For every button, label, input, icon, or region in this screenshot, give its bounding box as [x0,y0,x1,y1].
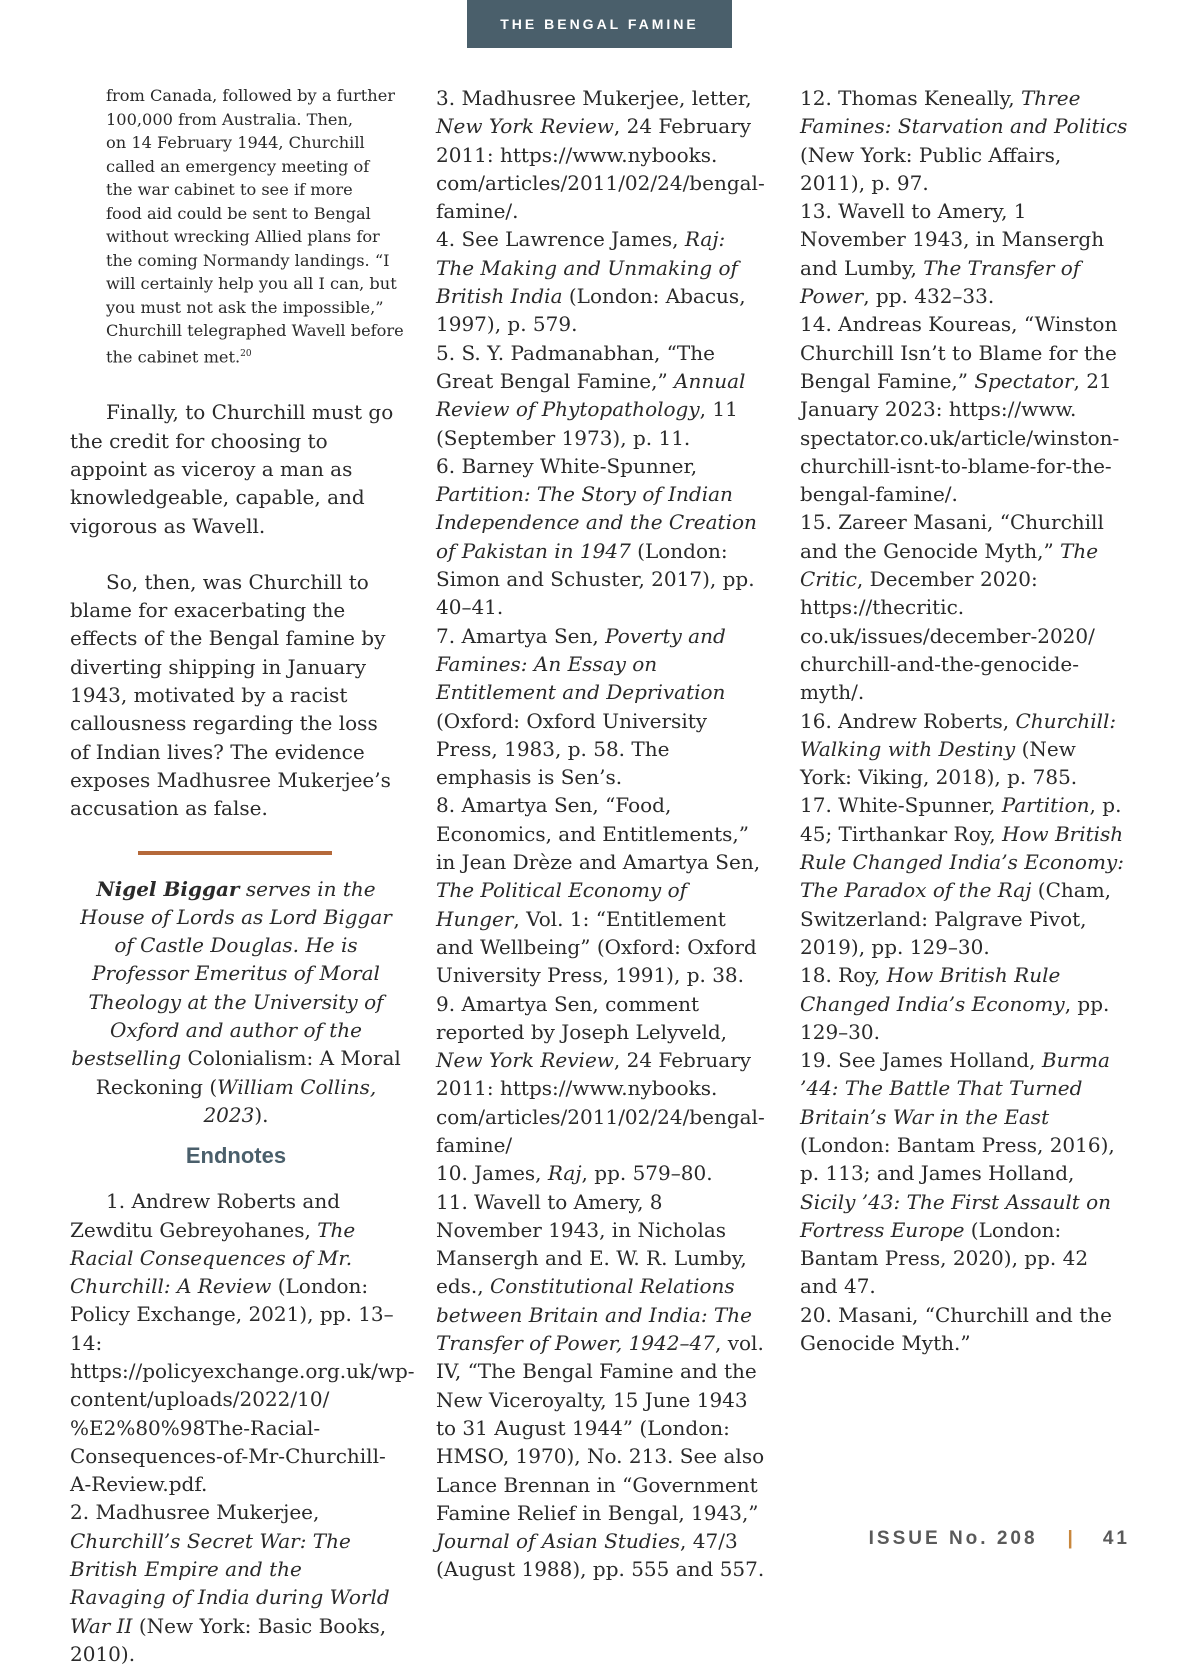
section-title: THE BENGAL FAMINE [500,16,699,32]
endnote-20: 20. Masani, “Churchill and the Genocide Myth.” [800,1302,1112,1356]
endnote-13: 13. Wavell to Amery, 1 November 1943, in Mansergh and Lumby, The Transfer of Power, pp. 432–33. [800,199,1105,309]
endnote-18: 18. Roy, How British Rule Changed India’s Economy, pp. 129–30. [800,963,1110,1044]
endnote-2: 2. Madhusree Mukerjee, Churchill’s Secret War: The British Empire and the Ravaging of India during World War II (New York: Basic Books, 2010). [70,1500,390,1666]
footnote-ref: 20 [240,348,252,359]
column-3 [800,84,1132,1357]
author-bio: Nigel Biggar serves in the House of Lords as Lord Biggar of Castle Douglas. He is Professor Emeritus of Moral Theology at the University of Oxford and author of the bestselling Colonialism: A Moral Reckoning (William Collins, 2023). [71,876,401,1127]
endnotes-heading: Endnotes [185,1143,287,1169]
endnote-9: 9. Amartya Sen, comment reported by Joseph Lelyveld, New York Review, 24 February 2011: https://www.nybooks. com/articles/2011/02/24/bengal-famine/ [436,991,765,1157]
endnote-3: 3. Madhusree Mukerjee, letter, New York Review, 24 February 2011: https://www.nybooks. com/articles/2011/02/24/bengal-famine/. [436,86,765,224]
endnote-4: 4. See Lawrence James, Raj: The Making and Unmaking of British India (London: Abacus, 1997), p. 579. [436,227,746,337]
endnote-17: 17. White-Spunner, Partition, p. 45; Tirthankar Roy, How British Rule Changed India’s Economy: The Paradox of the Raj (Cham, Switzerland: Palgrave Pivot, 2019), pp. 129–30. [800,793,1124,959]
page-number: 41 [1102,1528,1130,1549]
endnote-11: 11. Wavell to Amery, 8 November 1943, in Nicholas Mansergh and E. W. R. Lumby, eds., Constitutional Relations between Britain and India: The Transfer of Power, 1942–47, vol. IV, “The Bengal Famine and the New Viceroyalty, 15 June 1943 to 31 August 1944” (London: HMSO, 1970), No. 213. See also Lance Brennan in “Government Famine Relief in Bengal, 1943,” Journal of Asian Studies, 47/3 (August 1988), pp. 555 and 557. [436,1189,765,1582]
author-name: Nigel Biggar [96,876,240,901]
divider [138,851,332,855]
endnote-6: 6. Barney White-Spunner, Partition: The Story of Indian Independence and the Creation of Pakistan in 1947 (London: Simon and Schuster, 2017), pp. 40–41. [436,453,757,620]
endnote-8: 8. Amartya Sen, “Food, Economics, and Entitlements,” in Jean Drèze and Amartya Sen, The Political Economy of Hunger, Vol. 1: “Entitlement and Wellbeing” (Oxford: Oxford University Press, 1991), p. 38. [436,793,761,988]
paragraph-finally: Finally, to Churchill must go the credit for choosing to appoint as viceroy a man as knowledgeable, capable, and vigorous as Wavell. [70,400,394,538]
endnote-1: 1. Andrew Roberts and Zewditu Gebreyohanes, The Racial Consequences of Mr. Churchill: A Review (London: Policy Exchange, 2021), pp. 13–14: https://policyexchange.org.uk/wp-content/uploads/2022/10/ %E2%80%98The-Racial-Consequences-of-Mr-Churchill-A-Review.pdf. [70,1189,415,1497]
paragraph-conclusion: So, then, was Churchill to blame for exacerbating the effects of the Bengal famine by diverting shipping in January 1943, motivated by a racist callousness regarding the loss of Indian lives? The evidence exposes Madhusree Mukerjee’s accusation as false. [70,569,391,821]
page-footer [869,1528,1130,1550]
issue-number: ISSUE No. 208 [868,1528,1038,1549]
endnote-16: 16. Andrew Roberts, Churchill: Walking with Destiny (New York: Viking, 2018), p. 785. [800,708,1117,790]
block-quote: from Canada, followed by a further 100,000 from Australia. Then, on 14 February 1944, Churchill called an emergency meeting of the war cabinet to see if more food aid could be sent to Bengal without wrecking Allied plans for the coming Normandy landings. “I will certainly help you all I can, but you must not ask the impossible,” Churchill telegraphed Wavell before the cabinet met.$^{20}$ [106,86,404,366]
section-header [467,0,732,48]
endnote-19: 19. See James Holland, Burma ’44: The Battle That Turned Britain’s War in the East (London: Bantam Press, 2016), p. 113; and James Holland, Sicily ’43: The First Assault on Fortress Europe (London: Bantam Press, 2020), pp. 42 and 47. [800,1048,1115,1299]
column-1 [70,84,415,1668]
book-title: Colonialism: A Moral Reckoning [95,1046,401,1099]
column-2 [436,84,768,1584]
endnote-10: 10. James, Raj, pp. 579–80. [436,1161,713,1186]
endnote-7: 7. Amartya Sen, Poverty and Famines: An Essay on Entitlement and Deprivation (Oxford: Oxford University Press, 1983, p. 58. The emphasis is Sen’s. [436,623,726,790]
endnote-5: 5. S. Y. Padmanabhan, “The Great Bengal Famine,” Annual Review of Phytopathology, 11 (September 1973), p. 11. [436,340,746,450]
endnote-14: 14. Andreas Koureas, “Winston Churchill Isn’t to Blame for the Bengal Famine,” Spectator, 21 January 2023: https://www. spectator.co.uk/article/winston-churchill-isnt-to-blame-for-the-bengal-famine/. [800,312,1120,507]
endnote-12: 12. Thomas Keneally, Three Famines: Starvation and Politics (New York: Public Affairs, 2011), p. 97. [800,86,1128,195]
endnote-15: 15. Zareer Masani, “Churchill and the Genocide Myth,” The Critic, December 2020: https://thecritic. co.uk/issues/december-2020/ churchill-and-the-genocide-myth/. [800,510,1104,705]
footer-separator: | [1067,1528,1073,1549]
